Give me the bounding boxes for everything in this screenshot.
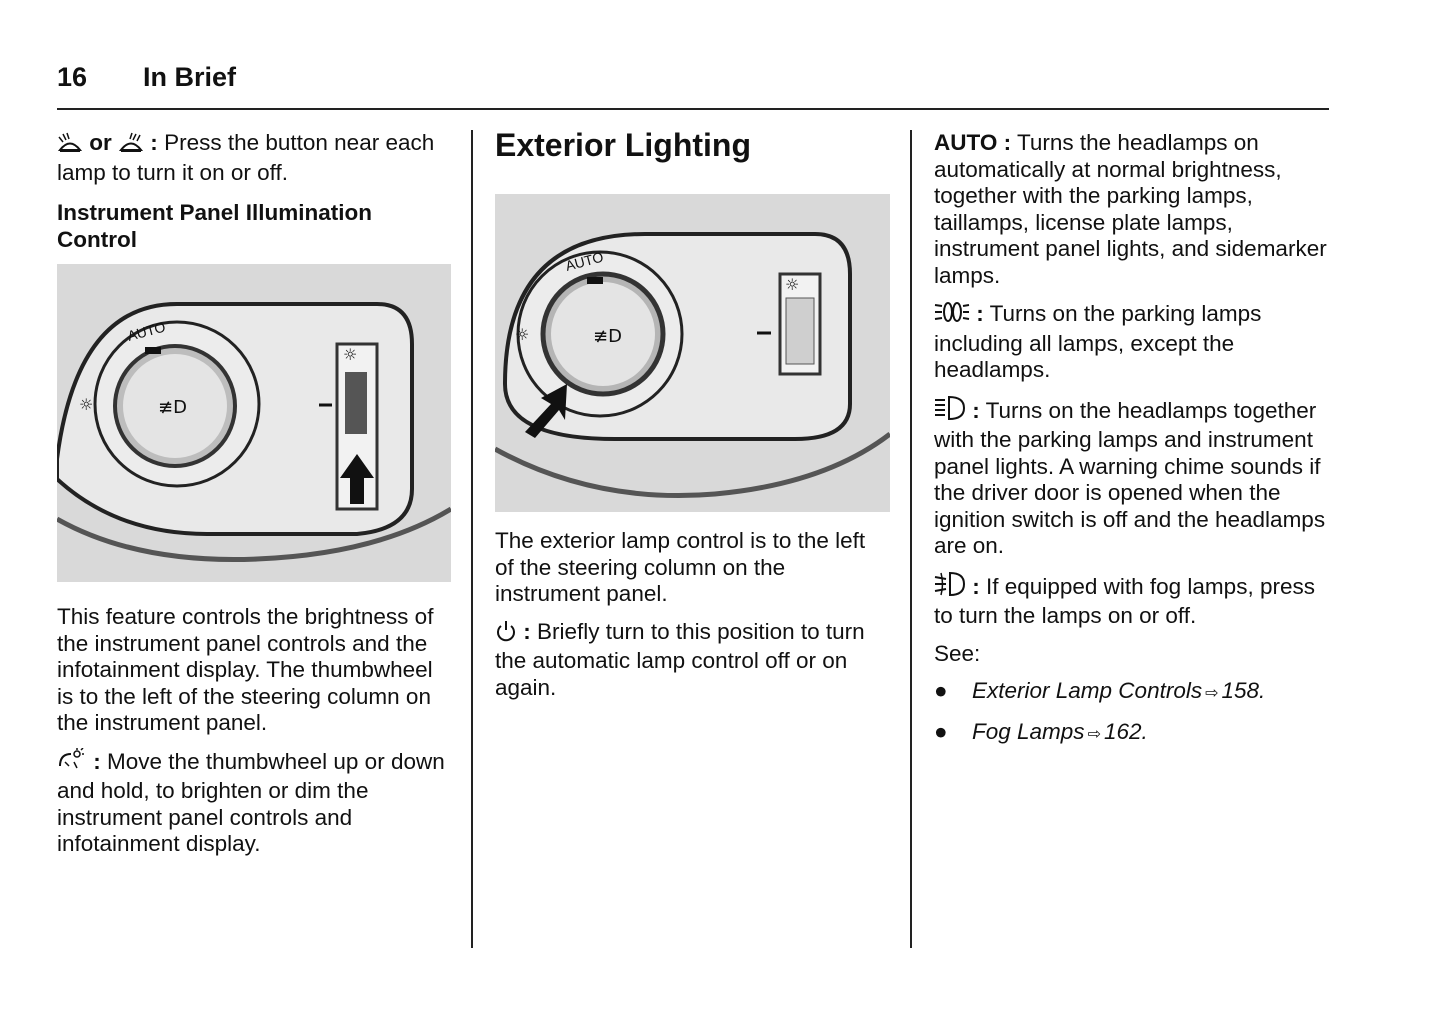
headlamps-text: Turns on the headlamps together with the parking lamps and instrument panel lights. A warning chime sounds if the driver door is opened when the ignition switch is off and the headlamps are on. <box>934 397 1326 558</box>
see-list <box>934 678 1334 748</box>
fog-lamp-icon <box>934 571 966 604</box>
headlamps-paragraph: : Turns on the headlamps together with the parking lamps and instrument panel lights. A warning chime sounds if the driver door is opened when the ignition switch is off and the headlamps are on. <box>934 395 1334 560</box>
auto-label: AUTO <box>934 130 998 155</box>
reading-lamp-icon <box>118 131 144 160</box>
auto-text: Turns the headlamps on automatically at normal brightness, together with the parking lamps, taillamps, license plate lamps, instrument panel lights, and sidemarker lamps. <box>934 130 1327 288</box>
thumbwheel-paragraph: : Move the thumbwheel up or down and hold, to brighten or dim the instrument panel controls and infotainment display. <box>57 748 445 856</box>
auto-label: AUTO <box>563 248 606 274</box>
dome-lamp-icon <box>57 131 83 160</box>
page-reference-icon: ⇨ <box>1087 725 1101 743</box>
svg-text:☼: ☼ <box>79 395 94 414</box>
svg-text:☼: ☼ <box>515 325 530 344</box>
page-reference-icon: ⇨ <box>1205 685 1219 702</box>
auto-paragraph: AUTO : Turns the headlamps on automatically at normal brightness, together with the parking lamps, taillamps, license plate lamps, instrument panel lights, and sidemarker lamps. <box>934 130 1327 288</box>
column-3 <box>934 130 1334 759</box>
parking-lamps-icon <box>934 300 970 331</box>
list-item[interactable]: ● Exterior Lamp Controls ⇨ 158. <box>934 678 1334 708</box>
power-position-paragraph: : Briefly turn to this position to turn the automatic lamp control off or on again. <box>495 618 865 700</box>
auto-label: AUTO <box>125 318 168 344</box>
section-title: In Brief <box>143 62 237 92</box>
cross-reference-title: Exterior Lamp Controls <box>972 678 1203 703</box>
cross-reference-title: Fog Lamps <box>972 718 1085 744</box>
fog-lamps-text: If equipped with fog lamps, press to turn the lamps on or off. <box>934 573 1315 628</box>
section-heading: Instrument Panel Illumination Control <box>57 200 373 252</box>
svg-text:☼: ☼ <box>785 275 800 294</box>
cross-reference-page: 158. <box>1221 678 1266 703</box>
svg-text:≢D: ≢D <box>593 326 622 347</box>
headlamp-icon <box>934 395 966 428</box>
lamp-button-paragraph: or : Press the button near each lamp to turn it on or off. <box>57 130 435 185</box>
cross-reference-page: 162. <box>1103 718 1148 744</box>
column-divider <box>471 130 473 948</box>
page-number: 16 <box>57 62 88 92</box>
instrument-brightness-icon <box>57 748 87 779</box>
exterior-lamp-control-figure <box>495 194 890 512</box>
see-label: See: <box>934 640 981 666</box>
fog-lamps-paragraph: : If equipped with fog lamps, press to turn the lamps on or off. <box>934 571 1334 630</box>
list-item[interactable]: ● Fog Lamps ⇨ 162. <box>934 719 1334 749</box>
svg-text:≢D: ≢D <box>158 397 187 418</box>
lamp-button-text: Press the button near each lamp to turn it on or off. <box>57 130 435 185</box>
power-position-text: Briefly turn to this position to turn the automatic lamp control off or on again. <box>495 618 865 700</box>
brightness-paragraph: This feature controls the brightness of the instrument panel controls and the infotainment display. The thumbwheel is to the left of the steering column on the instrument panel. <box>57 604 434 735</box>
column-1 <box>57 130 452 869</box>
parking-lamps-paragraph: : Turns on the parking lamps including all lamps, except the headlamps. <box>934 301 1262 382</box>
thumbwheel-text: Move the thumbwheel up or down and hold, to brighten or dim the instrument panel controls and infotainment display. <box>57 748 445 856</box>
page-header <box>57 58 1329 110</box>
column-2 <box>495 127 890 712</box>
parking-lamps-text: Turns on the parking lamps including all lamps, except the headlamps. <box>934 301 1262 382</box>
column-divider <box>910 130 912 948</box>
svg-text:☼: ☼ <box>343 345 358 364</box>
lamp-control-location-paragraph: The exterior lamp control is to the left of the steering column on the instrument panel. <box>495 528 866 606</box>
power-icon <box>495 620 517 649</box>
exterior-lighting-title: Exterior Lighting <box>495 127 751 163</box>
illumination-control-figure <box>57 264 451 582</box>
or-word: or <box>89 130 112 155</box>
